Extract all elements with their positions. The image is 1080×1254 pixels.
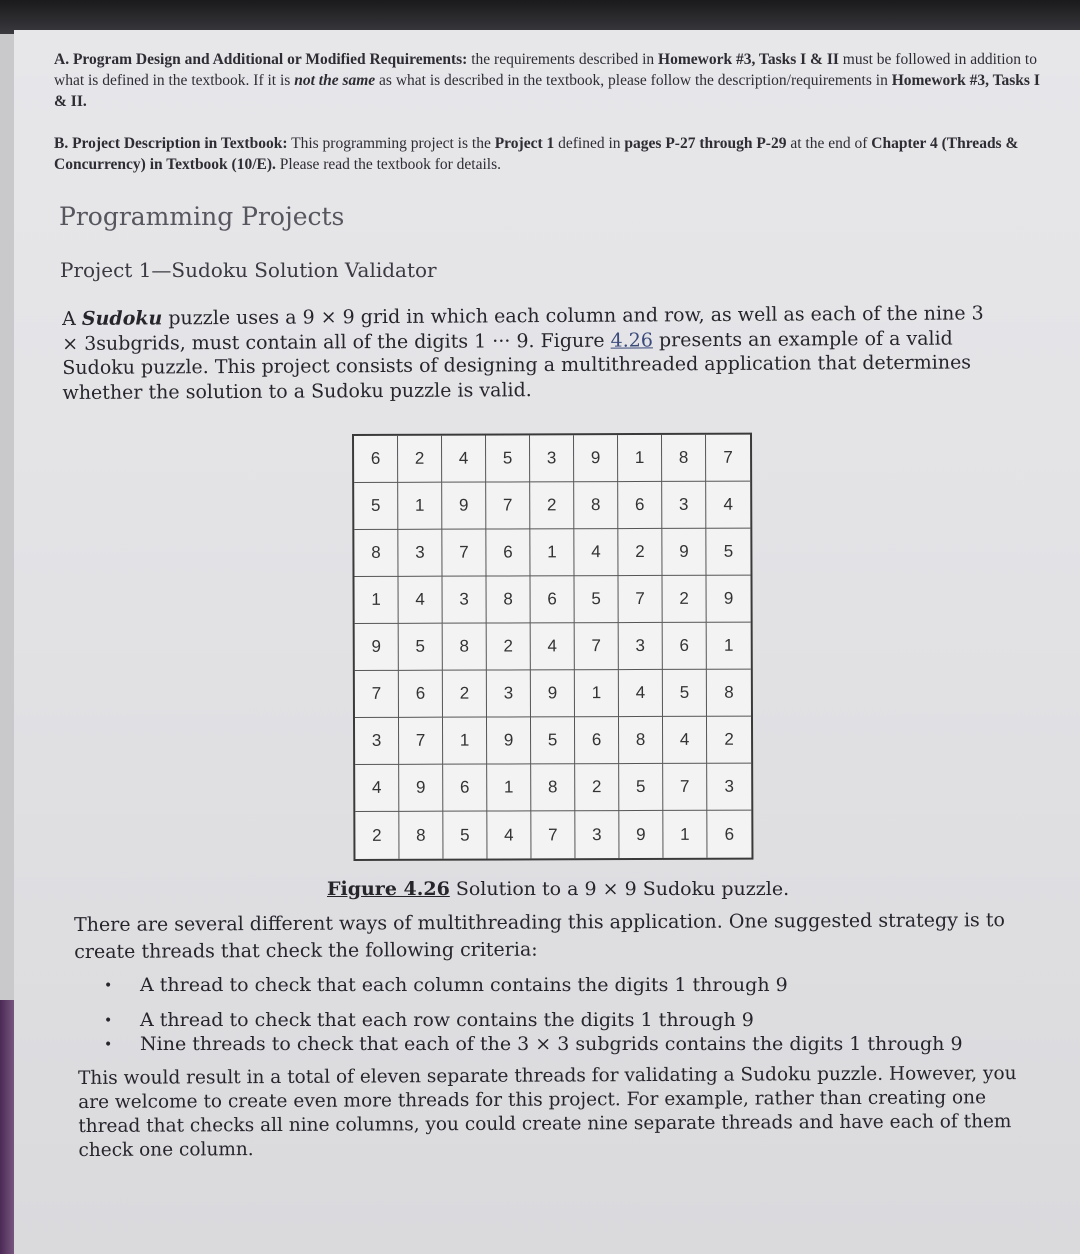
list-item-text: A thread to check that each row contains the digits 1 through 9	[140, 1009, 754, 1031]
sudoku-cell: 4	[663, 717, 707, 764]
paragraph-a	[54, 49, 1044, 112]
sudoku-cell: 2	[530, 482, 574, 529]
sudoku-grid	[352, 433, 753, 861]
document-page	[14, 30, 1080, 1254]
sudoku-cell: 7	[531, 811, 575, 858]
figure-link[interactable]: 4.26	[610, 328, 653, 352]
sudoku-cell: 9	[574, 435, 618, 482]
sudoku-cell: 5	[663, 670, 707, 717]
sudoku-cell: 6	[575, 717, 619, 764]
paragraph-b	[54, 133, 1044, 175]
sudoku-cell: 2	[355, 812, 399, 859]
sudoku-cell: 2	[575, 764, 619, 811]
sudoku-cell: 6	[354, 436, 398, 483]
sudoku-cell: 2	[443, 671, 487, 718]
sudoku-cell: 6	[618, 482, 662, 529]
bullet-icon: •	[104, 1013, 113, 1029]
sudoku-cell: 9	[619, 811, 663, 858]
sudoku-cell: 1	[663, 811, 707, 858]
sudoku-cell: 1	[618, 435, 662, 482]
sudoku-cell: 2	[618, 529, 662, 576]
sudoku-cell: 1	[707, 623, 751, 670]
sudoku-cell: 5	[399, 624, 443, 671]
intro-paragraph	[62, 301, 993, 405]
sudoku-cell: 5	[619, 764, 663, 811]
sudoku-cell: 1	[443, 718, 487, 765]
sudoku-cell: 5	[443, 812, 487, 859]
sudoku-cell: 3	[487, 670, 531, 717]
paragraph-b-text: defined in	[554, 135, 625, 152]
project-ref: Project 1	[494, 135, 555, 152]
paragraph-a-text: the requirements described in	[467, 51, 659, 68]
sudoku-cell: 9	[355, 624, 399, 671]
sudoku-cell: 3	[707, 764, 751, 811]
sudoku-cell: 8	[619, 717, 663, 764]
sudoku-cell: 5	[574, 576, 618, 623]
bullet-icon: •	[104, 978, 113, 994]
emphasis-not-same: not the same	[294, 72, 376, 89]
sudoku-cell: 6	[530, 576, 574, 623]
body-paragraph: There are several different ways of multithreading this application. One suggested strategy is to create threads that check the following criteria:	[74, 909, 1005, 963]
sudoku-cell: 6	[724, 824, 735, 844]
sudoku-cell: 9	[531, 670, 575, 717]
body-paragraph: This would result in a total of eleven separate threads for validating a Sudoku puzzle. However, you are welcome to create even more threads for this project. For example, rather than creating one thread that checks all nine columns, you could create nine separate threads and have each of them check one column.	[78, 1063, 1017, 1161]
sudoku-cell: 5	[486, 435, 530, 482]
term-sudoku: Sudoku	[81, 307, 163, 330]
sudoku-cell: 6	[443, 765, 487, 812]
paragraph-a-label: A. Program Design and Additional or Modified Requirements:	[54, 51, 468, 68]
sudoku-cell: 7	[399, 718, 443, 765]
sudoku-cell: 1	[398, 483, 442, 530]
intro-text: puzzle uses a 9 × 9 grid in which each column and row, as well as each of the nine 3 × 3subgrids, must contain all of the digits 1 ··· 9. Figure	[62, 302, 984, 355]
sudoku-cell: 2	[662, 576, 706, 623]
figure-caption	[327, 878, 789, 900]
sudoku-cell: 8	[399, 812, 443, 859]
sudoku-cell: 1	[575, 670, 619, 717]
sudoku-cell: 6	[663, 623, 707, 670]
sudoku-cell: 1	[530, 529, 574, 576]
sudoku-cell: 8	[354, 530, 398, 577]
sudoku-cell: 4	[398, 577, 442, 624]
sudoku-cell: 8	[531, 764, 575, 811]
sudoku-cell: 5	[531, 717, 575, 764]
sudoku-cell: 5	[706, 529, 750, 576]
sudoku-cell: 6	[486, 529, 530, 576]
sudoku-cell: 7	[355, 671, 399, 718]
paragraph-b-text: at the end of	[786, 135, 872, 152]
paragraph-b-label: B. Project Description in Textbook:	[54, 135, 288, 152]
sudoku-cell: 9	[706, 576, 750, 623]
intro-text: presents an example of a valid Sudoku puzzle. This project consists of designing a multithreaded application that determines whether the solution to a Sudoku puzzle is valid.	[62, 327, 972, 404]
sudoku-cell: 8	[662, 435, 706, 482]
sudoku-cell: 5	[354, 483, 398, 530]
sudoku-cell: 2	[398, 436, 442, 483]
project-title: Project 1—Sudoku Solution Validator	[60, 258, 437, 282]
sudoku-cell: 4	[442, 436, 486, 483]
sudoku-cell: 8	[574, 482, 618, 529]
sudoku-cell: 3	[398, 530, 442, 577]
sudoku-cell: 9	[399, 765, 443, 812]
sudoku-cell: 3	[442, 577, 486, 624]
sudoku-cell: 1	[354, 577, 398, 624]
sudoku-cell: 7	[706, 435, 750, 482]
sudoku-cell: 3	[355, 718, 399, 765]
sudoku-cell: 9	[442, 483, 486, 530]
pages-ref: pages P-27 through P-29	[624, 135, 787, 152]
figure-label: Figure 4.26	[327, 878, 450, 900]
sudoku-cell: 3	[575, 811, 619, 858]
paragraph-a-text: must be followed in addition to what is defined in the textbook. If it is	[54, 51, 1037, 89]
sudoku-cell: 7	[618, 576, 662, 623]
sudoku-cell: 4	[355, 765, 399, 812]
homework-ref: Homework #3, Tasks I & II	[658, 51, 839, 68]
caption-text: Solution to a 9 × 9 Sudoku puzzle.	[449, 878, 790, 900]
bullet-icon: •	[104, 1037, 113, 1053]
sudoku-cell: 8	[443, 624, 487, 671]
sudoku-cell: 4	[619, 670, 663, 717]
sudoku-cell: 4	[487, 811, 531, 858]
sudoku-cell: 3	[530, 435, 574, 482]
paragraph-b-text: This programming project is the	[287, 135, 495, 152]
list-item-text: A thread to check that each column contains the digits 1 through 9	[140, 974, 788, 996]
intro-text: A	[62, 307, 82, 330]
chapter-ref: Chapter 4 (Threads & Concurrency) in Textbook (10/E).	[54, 135, 1019, 173]
sudoku-cell: 7	[442, 530, 486, 577]
sudoku-cell: 8	[707, 670, 751, 717]
sudoku-cell: 4	[531, 623, 575, 670]
sudoku-cell: 3	[662, 482, 706, 529]
sudoku-cell: 9	[487, 717, 531, 764]
sudoku-cell: 2	[707, 717, 751, 764]
paragraph-b-text: Please read the textbook for details.	[275, 156, 502, 173]
sudoku-cell: 2	[487, 623, 531, 670]
section-title: Programming Projects	[59, 202, 345, 231]
sudoku-cell: 3	[619, 623, 663, 670]
background-edge	[0, 0, 1080, 34]
sudoku-cell: 4	[706, 482, 750, 529]
sudoku-cell: 7	[575, 623, 619, 670]
list-item-text: Nine threads to check that each of the 3 × 3 subgrids contains the digits 1 through 9	[140, 1033, 963, 1055]
homework-ref: Homework #3, Tasks I & II.	[54, 72, 1040, 110]
paragraph-a-text: as what is described in the textbook, please follow the description/requirements in	[375, 72, 892, 89]
sudoku-cell: 8	[486, 576, 530, 623]
sudoku-cell: 7	[486, 482, 530, 529]
sudoku-cell: 1	[487, 764, 531, 811]
sudoku-cell: 6	[399, 671, 443, 718]
sudoku-cell: 7	[663, 764, 707, 811]
sudoku-cell: 9	[662, 529, 706, 576]
sudoku-cell: 4	[574, 529, 618, 576]
